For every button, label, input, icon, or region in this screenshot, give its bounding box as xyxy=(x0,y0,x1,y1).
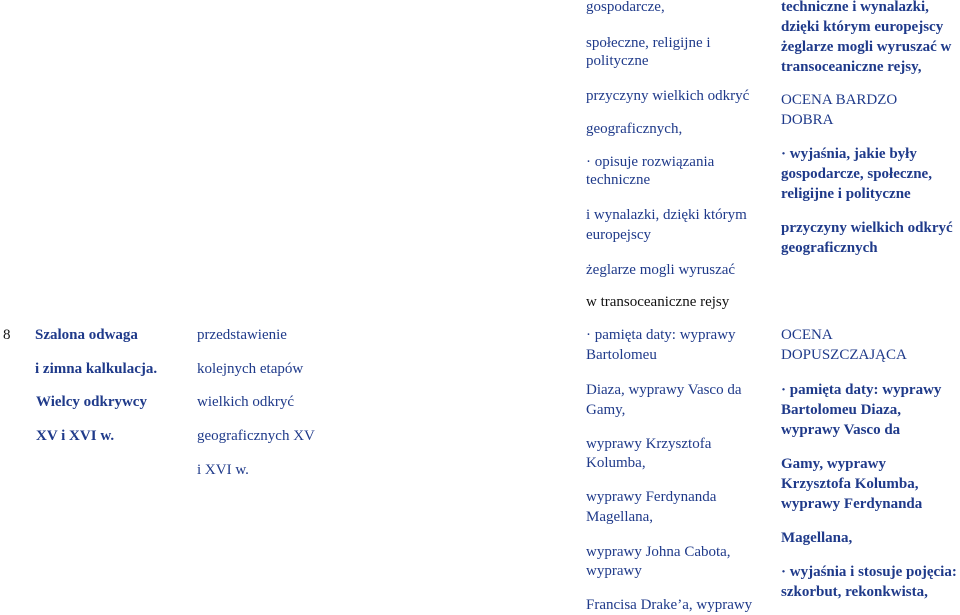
text-line: żeglarze mogli wyruszać xyxy=(586,262,736,278)
text-line: przyczyny wielkich odkryć xyxy=(586,88,750,104)
requirement-line: Gamy, xyxy=(586,402,626,418)
text-line: społeczne, religijne i xyxy=(586,35,711,51)
requirement-line: wyprawy xyxy=(586,563,642,579)
text-line: europejscy xyxy=(586,227,651,243)
requirement-line: Diaza, wyprawy Vasco da xyxy=(586,382,742,398)
grade-line: wyprawy Vasco da xyxy=(781,422,901,438)
content-line: wielkich odkryć xyxy=(197,394,295,410)
content-line: przedstawienie xyxy=(197,327,287,343)
text-line: transoceaniczne rejsy, xyxy=(781,59,922,75)
text-line: w transoceaniczne rejsy xyxy=(586,294,730,310)
requirement-line: wyprawy Johna Cabota, xyxy=(586,544,731,560)
grade-line: · pamięta daty: wyprawy xyxy=(781,382,942,398)
text-line: dzięki którym europejscy xyxy=(781,19,944,35)
text-line: · opisuje rozwiązania xyxy=(586,154,715,170)
content-line: i XVI w. xyxy=(197,462,249,478)
grade-heading: OCENA BARDZO xyxy=(781,92,898,108)
topic-line: Wielcy odkrywcy xyxy=(36,394,147,410)
requirement-line: Bartolomeu xyxy=(586,347,657,363)
text-line: · wyjaśnia, jakie były xyxy=(781,146,917,162)
grade-line: wyprawy Ferdynanda xyxy=(781,496,923,512)
content-line: kolejnych etapów xyxy=(197,361,304,377)
topic-line: XV i XVI w. xyxy=(36,428,115,444)
grade-line: · wyjaśnia i stosuje pojęcia: xyxy=(781,564,957,580)
text-line: techniczne i wynalazki, xyxy=(781,0,929,15)
text-line: polityczne xyxy=(586,53,649,69)
text-line: techniczne xyxy=(586,172,651,188)
row-number: 8 xyxy=(3,327,11,343)
grade-line: Bartolomeu Diaza, xyxy=(781,402,901,418)
grade-heading: DOBRA xyxy=(781,112,834,128)
grade-line: Krzysztofa Kolumba, xyxy=(781,476,919,492)
grade-line: szkorbut, rekonkwista, xyxy=(781,584,928,600)
topic-line: Szalona odwaga xyxy=(35,327,138,343)
text-line: przyczyny wielkich odkryć xyxy=(781,220,953,236)
requirement-line: wyprawy Krzysztofa xyxy=(586,436,712,452)
text-line: gospodarcze, xyxy=(586,0,665,15)
text-line: religijne i polityczne xyxy=(781,186,911,202)
text-line: żeglarze mogli wyruszać w xyxy=(781,39,952,55)
requirement-line: Magellana, xyxy=(586,509,654,525)
text-line: geograficznych xyxy=(781,240,878,256)
topic-line: i zimna kalkulacja. xyxy=(35,361,158,377)
text-line: geograficznych, xyxy=(586,121,683,137)
text-line: gospodarcze, społeczne, xyxy=(781,166,932,182)
requirement-line: Kolumba, xyxy=(586,455,646,471)
grade-line: Magellana, xyxy=(781,530,853,546)
text-line: i wynalazki, dzięki którym xyxy=(586,207,747,223)
grade-heading: OCENA xyxy=(781,327,833,343)
requirement-line: Francisa Drake’a, wyprawy xyxy=(586,597,753,613)
grade-heading: DOPUSZCZAJĄCA xyxy=(781,347,907,363)
requirement-line: · pamięta daty: wyprawy xyxy=(586,327,736,343)
requirement-line: wyprawy Ferdynanda xyxy=(586,489,717,505)
grade-line: Gamy, wyprawy xyxy=(781,456,886,472)
content-line: geograficznych XV xyxy=(197,428,315,444)
